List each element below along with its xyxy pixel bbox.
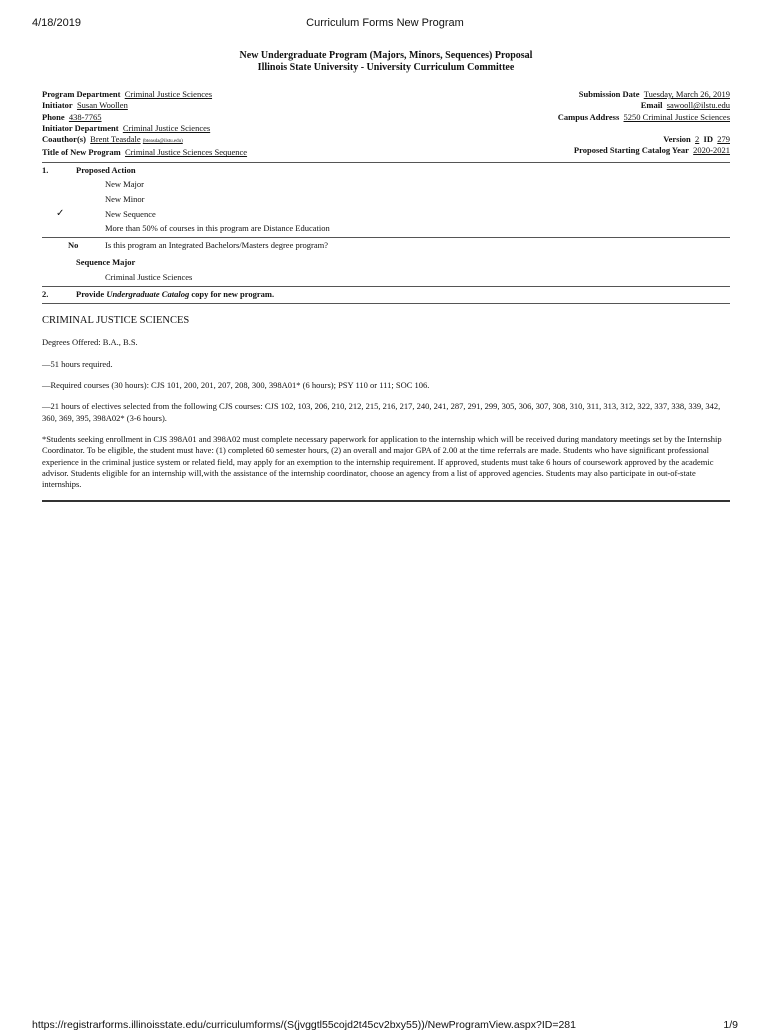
section2-number: 2.: [42, 288, 49, 299]
proposal-metadata: [42, 89, 730, 159]
section2-label: Provide Undergraduate Catalog copy for new program.: [76, 288, 275, 299]
print-url: https://registrarforms.illinoisstate.edu/curriculumforms/(S(jvggtl55cojd2t45cv2bxy55))/NewProgramView.aspx?ID=281: [32, 1019, 576, 1031]
version-value: 2: [695, 134, 700, 145]
sequence-major-row: [42, 270, 730, 285]
option-label: New Minor: [105, 193, 145, 204]
section-proposed-action: [42, 163, 730, 236]
email-link[interactable]: sawooll@ilstu.edu: [666, 100, 730, 111]
initiator-department-label: Initiator Department: [42, 122, 119, 133]
email-label: Email: [640, 100, 663, 111]
print-date: 4/18/2019: [32, 17, 81, 29]
proposal-document: [42, 50, 730, 502]
option-label: More than 50% of courses in this program are Distance Education: [105, 223, 330, 234]
catalog-heading: CRIMINAL JUSTICE SCIENCES: [42, 315, 190, 327]
option-distance-education: [42, 221, 730, 236]
option-label: New Sequence: [105, 208, 156, 219]
print-page-number: 1/9: [723, 1019, 738, 1031]
submission-date-value: Tuesday, March 26, 2019: [643, 89, 730, 99]
program-department-value: Criminal Justice Sciences: [124, 89, 213, 99]
integrated-answer: No: [68, 239, 79, 250]
submission-date-label: Submission Date: [578, 89, 640, 99]
catalog-year-label: Proposed Starting Catalog Year: [573, 145, 689, 156]
sequence-major-value: Criminal Justice Sciences: [105, 271, 193, 282]
coauthor-email: (bteasda@ilstu.edu): [142, 139, 183, 145]
integrated-program-row: [42, 238, 730, 253]
initiator-link[interactable]: Susan Woollen: [76, 100, 128, 111]
catalog-required-courses: —Required courses (30 hours): CJS 101, 200, 201, 207, 208, 300, 398A01* (6 hours); PSY 110 or 111; SOC 106.: [42, 380, 430, 391]
section1-label: Proposed Action: [76, 164, 136, 175]
catalog-electives: —21 hours of electives selected from the following CJS courses: CJS 102, 103, 206, 210, 212, 215, 216, 217, 240, 241, 287, 291, 299, 305, 306, 307, 308, 310, 311, 313, 312, 322, 337, 338, 339, 342, 360, 369, 395, 398A02* (3-6 hours).: [42, 401, 721, 423]
coauthors-label: Coauthor(s): [42, 134, 86, 145]
campus-address-label: Campus Address: [557, 111, 620, 122]
id-value: 279: [717, 134, 730, 145]
program-department-label: Program Department: [42, 89, 121, 99]
catalog-copy: [42, 315, 730, 490]
option-new-minor: [42, 192, 730, 207]
section-catalog-copy: [42, 287, 730, 302]
program-title-label: Title of New Program: [42, 147, 121, 158]
sequence-major-label: Sequence Major: [76, 257, 136, 268]
document-title-line1: New Undergraduate Program (Majors, Minors, Sequences) Proposal: [239, 50, 533, 61]
coauthor-link[interactable]: Brent Teasdale: [90, 134, 141, 145]
section1-number: 1.: [42, 164, 49, 175]
document-end-rule: [42, 500, 730, 502]
id-label: ID: [703, 134, 713, 145]
catalog-year-value: 2020-2021: [693, 145, 730, 156]
version-label: Version: [663, 134, 691, 145]
document-title-line2: Illinois State University - University Curriculum Committee: [257, 62, 515, 73]
metadata-left: [42, 89, 247, 159]
catalog-internship-note: *Students seeking enrollment in CJS 398A01 and 398A02 must complete necessary paperwork for application to the internship which will be received during mandatory meetings set by the Internship Coordinator. To be eligible, the student must have: (1) completed 60 semester hours, (2) an overall and major GPA of 2.00 at the time referrals are made. Students who have significant professional experience in the criminal justice system or related field, may apply for an exemption to the internship requirement. If approved, students must take 6 hours of coursework approved by the academic advisor. Students eligible for an internship will,with the assistance of the internship coordinator, choose an agency from a list of approved agencies. Students may also participate in out-of-state internships.: [42, 433, 722, 490]
check-mark-icon: ✓: [56, 207, 65, 219]
document-title: [42, 50, 730, 74]
initiator-department-value: Criminal Justice Sciences: [122, 122, 211, 133]
initiator-label: Initiator: [42, 100, 73, 111]
catalog-hours: —51 hours required.: [42, 358, 113, 369]
integrated-question: Is this program an Integrated Bachelors/Masters degree program?: [105, 239, 329, 250]
option-new-major: [42, 177, 730, 192]
sequence-major-heading-row: [42, 255, 730, 270]
campus-address-value: 5250 Criminal Justice Sciences: [623, 111, 730, 122]
section-divider: [42, 303, 730, 304]
program-title-value: Criminal Justice Sciences Sequence: [125, 147, 248, 158]
phone-label: Phone: [42, 111, 65, 122]
option-new-sequence: [42, 207, 730, 222]
print-page-title: Curriculum Forms New Program: [306, 17, 464, 29]
phone-value: 438-7765: [68, 111, 102, 122]
option-label: New Major: [105, 179, 144, 190]
metadata-right: [558, 89, 730, 159]
catalog-degrees: Degrees Offered: B.A., B.S.: [42, 337, 138, 348]
